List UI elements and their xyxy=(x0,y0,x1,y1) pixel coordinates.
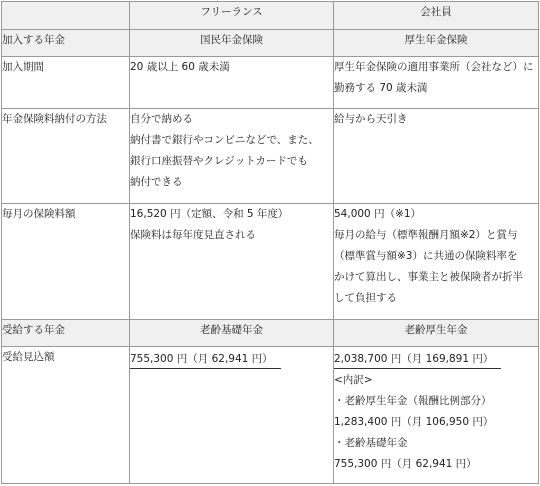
expected-freelance-total-wrap xyxy=(130,347,333,370)
pension-type-row xyxy=(2,30,539,57)
breakdown-label: <内訳> xyxy=(334,374,373,386)
monthly-premium-row xyxy=(2,204,539,320)
expected-benefit-freelance xyxy=(130,347,334,484)
enrollment-period-row xyxy=(2,57,539,109)
header-row xyxy=(2,2,539,30)
payment-method-label: 年金保険料納付の方法 xyxy=(2,109,130,204)
breakdown-item1-value: 1,283,400 円（月 106,950 円） xyxy=(334,416,494,428)
payment-method-employee xyxy=(334,109,539,204)
expected-employee-total-wrap xyxy=(334,347,538,370)
monthly-premium-label: 毎月の保険料額 xyxy=(2,204,130,320)
enrollment-period-label: 加入期間 xyxy=(2,57,130,109)
enrollment-period-employee xyxy=(334,57,539,109)
pension-type-freelance: 国民年金保険 xyxy=(130,30,334,57)
payment-freelance-line-2: 納付書で銀行やコンビニなどで、また、 xyxy=(130,134,319,146)
benefit-type-freelance: 老齢基礎年金 xyxy=(130,320,334,347)
benefit-type-label: 受給する年金 xyxy=(2,320,130,347)
monthly-premium-freelance xyxy=(130,204,334,320)
expected-benefit-label: 受給見込額 xyxy=(2,347,130,484)
payment-freelance-line-1: 自分で納める xyxy=(130,113,193,125)
enrollment-employee-line-1: 厚生年金保険の適用事業所（会社など）に xyxy=(334,61,534,73)
breakdown-item2-title: ・老齢基礎年金 xyxy=(334,437,408,449)
benefit-type-row xyxy=(2,320,539,347)
header-employee: 会社員 xyxy=(334,2,539,30)
payment-freelance-line-3: 銀行口座振替やクレジットカードでも xyxy=(130,155,308,167)
header-empty-cell xyxy=(2,2,130,30)
payment-employee-line-1: 給与から天引き xyxy=(334,113,408,125)
payment-method-row xyxy=(2,109,539,204)
header-freelance: フリーランス xyxy=(130,2,334,30)
expected-benefit-row xyxy=(2,347,539,484)
enrollment-freelance-line: 20 歳以上 60 歳未満 xyxy=(130,61,230,73)
premium-employee-line-2: 毎月の給与（標準報酬月額※2）と賞与 xyxy=(334,229,518,241)
pension-type-label: 加入する年金 xyxy=(2,30,130,57)
premium-freelance-line-1: 16,520 円（定額、令和 5 年度） xyxy=(130,208,289,220)
expected-benefit-employee xyxy=(334,347,539,484)
pension-comparison-table xyxy=(1,1,539,484)
monthly-premium-employee xyxy=(334,204,539,320)
premium-employee-line-3: （標準賞与額※3）に共通の保険料率を xyxy=(334,250,518,262)
enrollment-period-freelance xyxy=(130,57,334,109)
pension-type-employee: 厚生年金保険 xyxy=(334,30,539,57)
premium-freelance-line-2: 保険料は毎年度見直される xyxy=(130,229,256,241)
breakdown-item1-title: ・老齢厚生年金（報酬比例部分） xyxy=(334,395,492,407)
benefit-type-employee: 老齢厚生年金 xyxy=(334,320,539,347)
payment-freelance-line-4: 納付できる xyxy=(130,176,183,188)
premium-employee-line-5: して負担する xyxy=(334,292,397,304)
expected-employee-total: 2,038,700 円（月 169,891 円） xyxy=(334,351,501,369)
expected-freelance-total: 755,300 円（月 62,941 円） xyxy=(130,351,281,369)
premium-employee-line-4: かけて算出し、事業主と被保険者が折半 xyxy=(334,271,523,283)
payment-method-freelance xyxy=(130,109,334,204)
breakdown-item2-value: 755,300 円（月 62,941 円） xyxy=(334,458,477,470)
enrollment-employee-line-2: 勤務する 70 歳未満 xyxy=(334,82,428,94)
premium-employee-line-1: 54,000 円（※1） xyxy=(334,208,422,220)
